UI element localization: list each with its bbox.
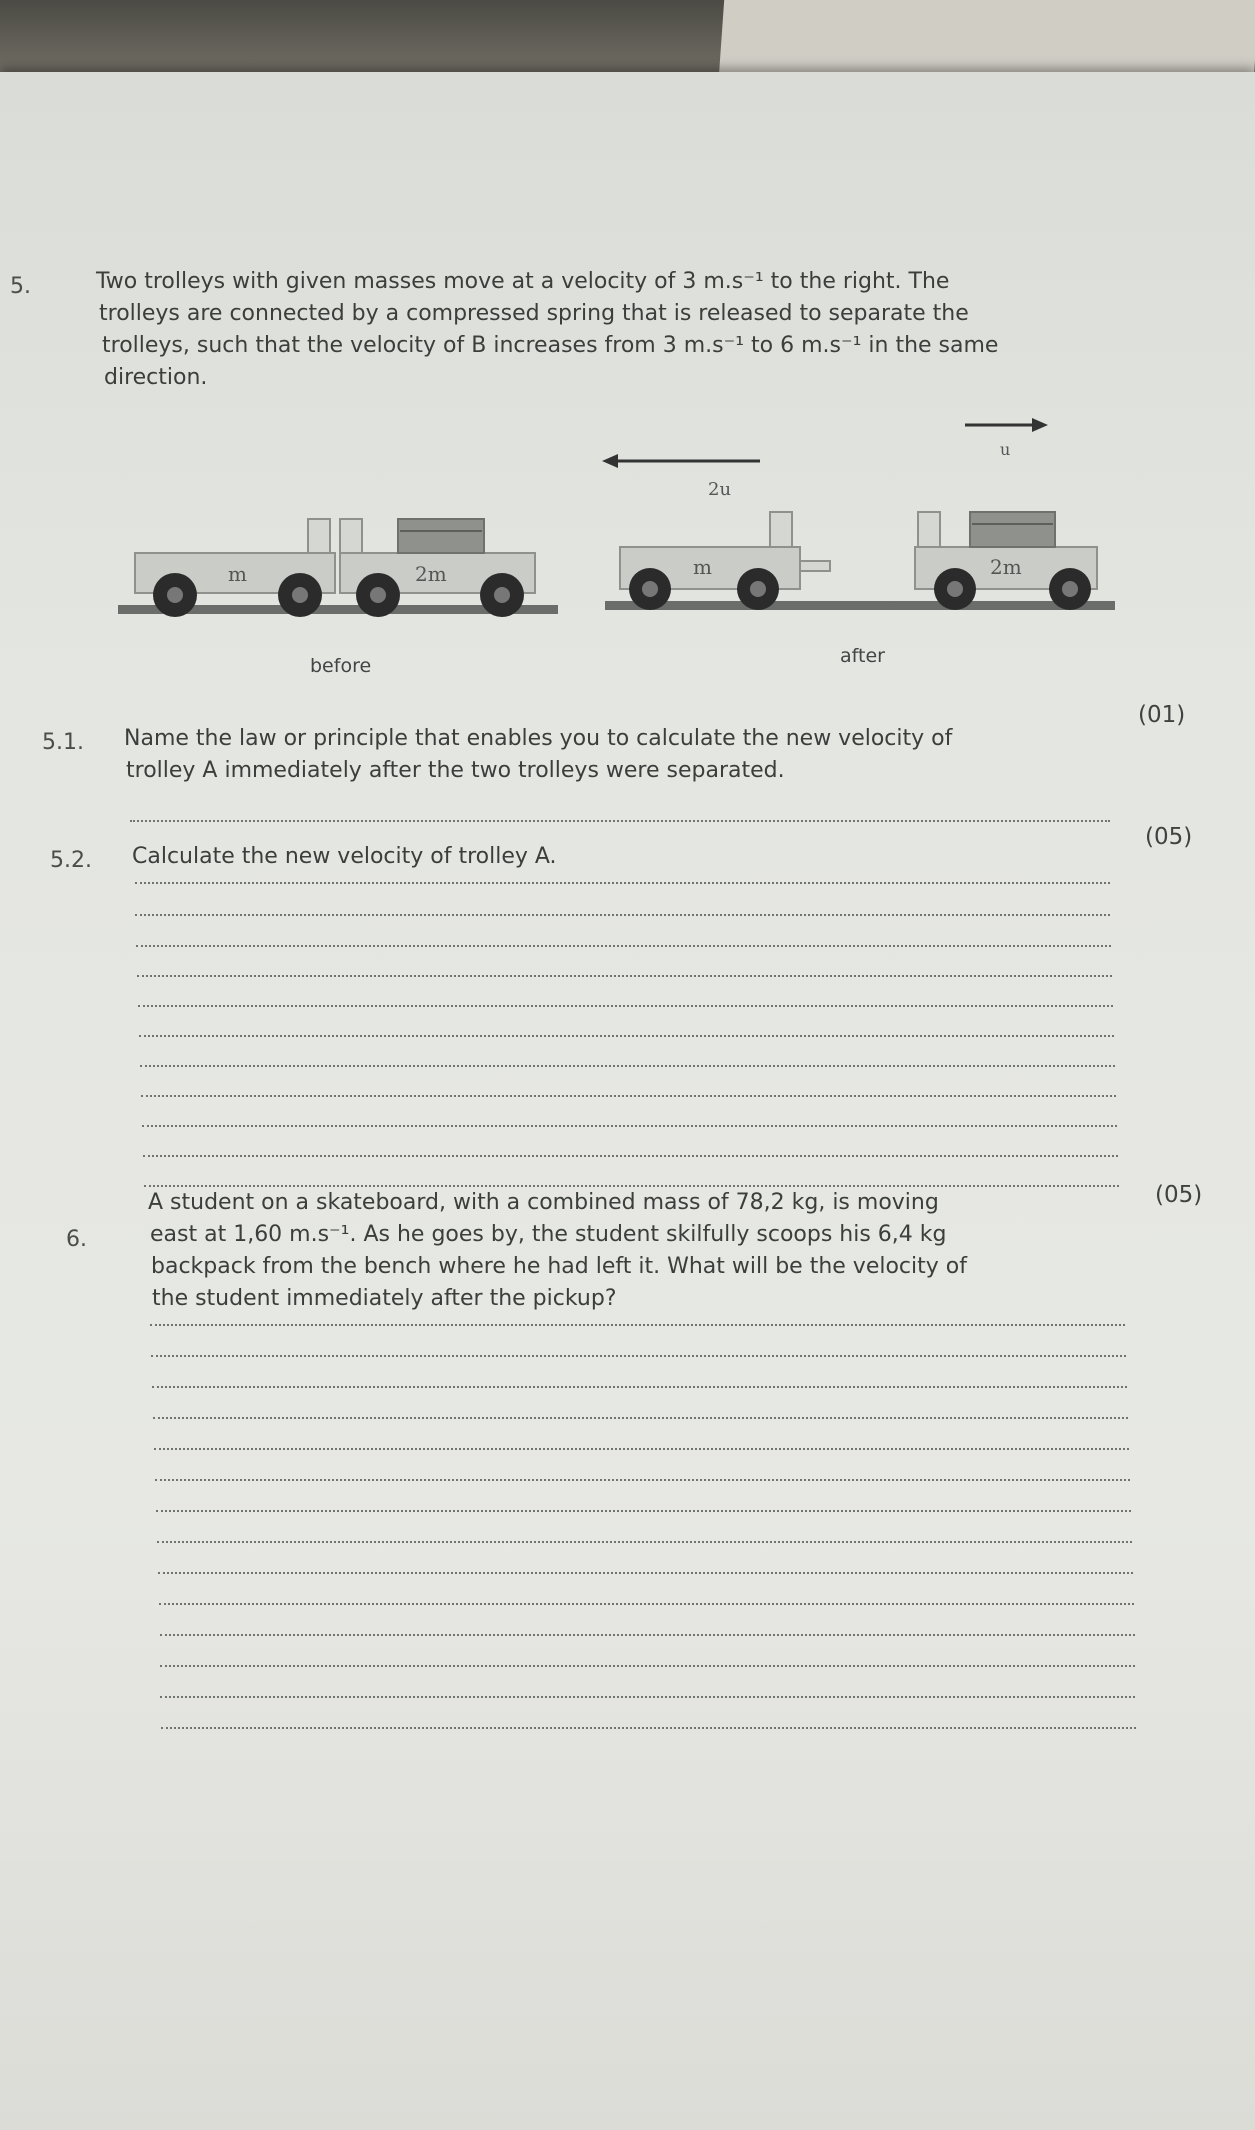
- before-caption: before: [310, 655, 372, 677]
- answer-line[interactable]: [138, 1005, 1113, 1007]
- answer-line[interactable]: [154, 1448, 1129, 1450]
- wheel: [737, 568, 779, 610]
- wheel: [934, 568, 976, 610]
- answer-line[interactable]: [136, 945, 1111, 947]
- trolleys-before-diagram: [110, 467, 570, 697]
- spring-plunger-rod: [800, 561, 830, 571]
- answer-line[interactable]: [155, 1479, 1130, 1481]
- trolley-b-plunger: [340, 519, 362, 553]
- trolley-a-plunger: [770, 512, 792, 547]
- question-5-line-4: direction.: [104, 365, 208, 390]
- question-5-line-3: trolleys, such that the velocity of B increases from 3 m.s⁻¹ to 6 m.s⁻¹ in the same: [102, 333, 999, 358]
- wheel: [480, 573, 524, 617]
- wheel: [1049, 568, 1091, 610]
- question-5-2-marks: (05): [1145, 824, 1193, 850]
- question-5-1-marks: (01): [1138, 702, 1186, 728]
- answer-line[interactable]: [160, 1665, 1135, 1667]
- question-6-line-1: A student on a skateboard, with a combined mass of 78,2 kg, is moving: [148, 1190, 939, 1215]
- trolley-a-label: m: [693, 555, 712, 579]
- trolley-b-label: 2m: [415, 562, 447, 586]
- answer-line[interactable]: [151, 1355, 1126, 1357]
- question-5-1-line-1: Name the law or principle that enables you to calculate the new velocity of: [124, 726, 953, 751]
- worksheet-page: [0, 72, 1255, 2130]
- answer-line[interactable]: [141, 1095, 1116, 1097]
- trolley-a-label: m: [228, 562, 247, 586]
- wheel: [356, 573, 400, 617]
- arrow-left-head: [602, 454, 618, 468]
- trolley-b-plunger: [918, 512, 940, 547]
- trolley-b-mass-block: [970, 512, 1055, 547]
- answer-line[interactable]: [161, 1727, 1136, 1729]
- question-5-1-number: 5.1.: [42, 730, 84, 755]
- trolleys-after-diagram: [600, 417, 1120, 697]
- question-6-line-2: east at 1,60 m.s⁻¹. As he goes by, the student skilfully scoops his 6,4 kg: [150, 1222, 947, 1247]
- wheel: [629, 568, 671, 610]
- answer-line[interactable]: [140, 1065, 1115, 1067]
- question-5-2-number: 5.2.: [50, 848, 92, 873]
- question-6-marks: (05): [1155, 1182, 1203, 1208]
- question-5-number: 5.: [10, 274, 31, 299]
- answer-line[interactable]: [159, 1603, 1134, 1605]
- question-5-1-line-2: trolley A immediately after the two trolleys were separated.: [126, 758, 785, 783]
- question-6-number: 6.: [66, 1227, 87, 1252]
- question-5-line-1: Two trolleys with given masses move at a velocity of 3 m.s⁻¹ to the right. The: [96, 269, 950, 294]
- answer-line[interactable]: [156, 1510, 1131, 1512]
- arrow-right-head: [1032, 418, 1048, 432]
- answer-line[interactable]: [153, 1417, 1128, 1419]
- answer-line[interactable]: [139, 1035, 1114, 1037]
- answer-line[interactable]: [150, 1324, 1125, 1326]
- answer-line[interactable]: [157, 1541, 1132, 1543]
- answer-line[interactable]: [142, 1125, 1117, 1127]
- answer-line[interactable]: [135, 914, 1110, 916]
- after-caption: after: [840, 645, 885, 667]
- answer-line[interactable]: [160, 1634, 1135, 1636]
- wheel: [153, 573, 197, 617]
- answer-line[interactable]: [160, 1696, 1135, 1698]
- answer-line[interactable]: [135, 882, 1110, 884]
- question-5-2-text: Calculate the new velocity of trolley A.: [132, 844, 557, 869]
- answer-line[interactable]: [152, 1386, 1127, 1388]
- trolley-a-plunger: [308, 519, 330, 553]
- question-6-line-3: backpack from the bench where he had left it. What will be the velocity of: [151, 1254, 967, 1279]
- arrow-left-label: 2u: [708, 479, 732, 500]
- trolley-b-mass-block: [398, 519, 484, 553]
- wheel: [278, 573, 322, 617]
- question-6-line-4: the student immediately after the pickup?: [152, 1286, 617, 1311]
- answer-line[interactable]: [137, 975, 1112, 977]
- answer-line[interactable]: [158, 1572, 1133, 1574]
- ground-line: [605, 601, 1115, 610]
- trolley-b-label: 2m: [990, 555, 1022, 579]
- arrow-right-label: u: [1000, 440, 1011, 459]
- answer-line[interactable]: [143, 1155, 1118, 1157]
- answer-line[interactable]: [130, 820, 1110, 822]
- question-5-line-2: trolleys are connected by a compressed spring that is released to separate the: [99, 301, 969, 326]
